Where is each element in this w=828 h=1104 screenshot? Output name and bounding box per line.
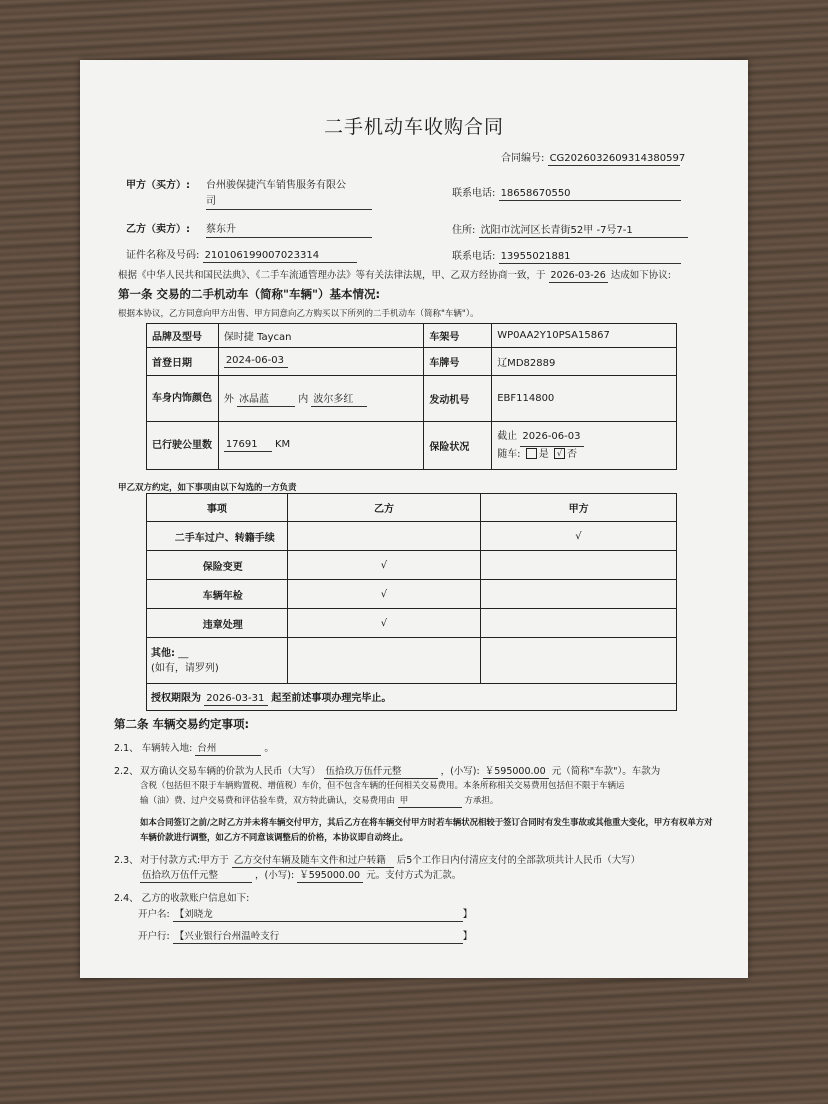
resp-other-note: (如有，请罗列) — [151, 662, 219, 674]
resp-insurance-a — [481, 551, 677, 580]
int-prefix: 内 — [298, 394, 309, 405]
s22-line2: 含税（包括但不限于车辆购置税、增值税）车价，但不包含车辆的任何相关交易费用。本条所称相关交易费用包括但不限于车辆运 — [140, 781, 625, 791]
s22-payer: 甲 — [398, 794, 462, 808]
law-text-post: 达成如下协议: — [610, 270, 671, 281]
s21-end: 。 — [264, 743, 274, 754]
party-b-name: 蔡东升 — [206, 220, 372, 238]
address: 沈阳市沈河区长青街52甲 -7号7-1 — [479, 221, 688, 238]
contract-no-label: 合同编号: — [501, 153, 545, 164]
color-label: 车身内饰颜色 — [147, 376, 219, 422]
s22-amount-cn: 伍拾玖万伍仟元整 — [324, 763, 438, 779]
insurance-date: 2026-06-03 — [520, 429, 584, 447]
insurance-until — [497, 429, 671, 447]
party-a-phone-label: 联系电话: — [452, 188, 496, 199]
s23-no: 2.3、 — [114, 855, 139, 866]
engine-label: 发动机号 — [424, 376, 492, 422]
reg-date-value: 2024-06-03 — [224, 355, 288, 368]
s23-amount: ￥595000.00 — [297, 867, 363, 883]
engine-value: EBF114800 — [492, 376, 677, 422]
law-date: 2026-03-26 — [550, 270, 606, 281]
party-b-label: 乙方（卖方）: — [126, 224, 190, 235]
vehicle-info-table — [146, 323, 677, 470]
resp-insurance-b: √ — [287, 551, 480, 580]
s23-cond: 乙方交付车辆及随车文件和过户转籍 — [232, 852, 394, 868]
s22-line3-pre: 输（油）费、过户交易费和评估验车费，双方特此确认，交易费用由 — [140, 796, 396, 806]
account-name-bracket-close: 】 — [462, 909, 473, 920]
law-text — [118, 267, 671, 283]
id-label: 证件名称及号码: — [126, 250, 200, 261]
article1-title: 第一条 交易的二手机动车（简称"车辆"）基本情况: — [118, 287, 381, 301]
s22-amount: ￥595000.00 — [483, 763, 549, 779]
resp-inspection-a — [481, 580, 677, 609]
vin-label: 车架号 — [424, 324, 492, 348]
resp-transfer-a: √ — [481, 522, 677, 551]
party-b-phone-row — [452, 247, 681, 264]
account-name-label: 开户名: — [138, 909, 170, 920]
s22-line3-post: 方承担。 — [464, 796, 499, 806]
s22-no: 2.2、 — [114, 766, 139, 777]
yes-label: 是 — [538, 448, 549, 460]
insurance-cell — [492, 422, 677, 470]
address-row — [452, 221, 688, 238]
resp-header-b: 乙方 — [287, 494, 480, 522]
bank-bracket-close: 】 — [462, 931, 473, 942]
resp-other-b — [287, 638, 480, 684]
contract-paper — [80, 60, 748, 978]
resp-item-transfer: 二手车过户、转籍手续 — [147, 522, 288, 551]
account-name-bracket-open: 【 — [174, 909, 185, 920]
mileage-cell — [218, 422, 424, 470]
resp-other-cell — [147, 638, 288, 684]
mileage-value: 17691 — [224, 439, 272, 452]
brand-value: 保时捷 Taycan — [218, 324, 424, 348]
law-text-pre: 根据《中华人民共和国民法典》、《二手车流通管理办法》等有关法律法规，甲、乙双方经协商一致，于 — [118, 270, 546, 281]
s24-row — [114, 890, 249, 904]
with-car-label: 随车: — [497, 448, 521, 460]
insurance-label: 保险状况 — [424, 422, 492, 470]
color-cell — [218, 376, 424, 422]
s22-b: ，(小写): — [440, 766, 480, 777]
yes-checkbox[interactable] — [526, 448, 537, 459]
party-b-phone: 13955021881 — [499, 251, 681, 264]
resp-other-a — [481, 638, 677, 684]
deadline-date: 2026-03-31 — [204, 693, 268, 706]
resp-table — [146, 493, 677, 711]
resp-violation-a — [481, 609, 677, 638]
id-no: 210106199007023314 — [203, 250, 357, 263]
mileage-unit: KM — [275, 439, 291, 450]
s23-b: 后5个工作日内付清应支付的全部款项共计人民币（大写） — [396, 855, 641, 866]
reg-date-label: 首登日期 — [147, 348, 219, 376]
s21-value: 台州 — [195, 740, 261, 756]
party-a-phone-row — [452, 184, 681, 201]
s21-no: 2.1、 — [114, 743, 139, 754]
deadline-post: 起至前述事项办理完毕止。 — [271, 692, 392, 704]
s23-line1 — [140, 852, 640, 868]
mileage-label: 已行驶公里数 — [147, 422, 219, 470]
plate-label: 车牌号 — [424, 348, 492, 376]
int-color: 波尔多红 — [311, 390, 367, 407]
bank-field — [173, 928, 463, 944]
article1-intro: 根据本协议，乙方同意向甲方出售、甲方同意向乙方购买以下所列的二手机动车（简称"车辆"）。 — [118, 309, 479, 319]
s24-no: 2.4、 — [114, 893, 139, 904]
s23-amount-cn: 伍拾玖万伍仟元整 — [140, 867, 252, 883]
contract-no: CG2026032609314380597 — [549, 153, 686, 164]
with-car-row — [497, 447, 671, 463]
s22-line3 — [140, 794, 498, 808]
bank-bracket-open: 【 — [174, 931, 185, 942]
s21-row — [114, 740, 274, 756]
resp-item-violation: 违章处理 — [147, 609, 288, 638]
insurance-prefix: 截止 — [497, 430, 518, 442]
resp-other-row — [151, 646, 287, 661]
resp-other-value: __ — [178, 647, 189, 659]
vin-value: WP0AA2Y10PSA15867 — [492, 324, 677, 348]
bold-para: 如本合同签订之前/之时乙方并未将车辆交付甲方，其后乙方在将车辆交付甲方时若车辆状况相较于签订合同时有发生事故或其他重大变化，甲方有权单方对车辆价款进行调整，如乙方不同意该调整后的价格，本协议即自动终止。 — [140, 817, 713, 842]
party-a-label: 甲方（买方）: — [126, 180, 190, 191]
account-name-field — [173, 906, 463, 922]
resp-item-inspection: 车辆年检 — [147, 580, 288, 609]
id-row — [126, 246, 357, 263]
account-name-row — [138, 906, 472, 922]
s22-a: 双方确认交易车辆的价款为人民币（大写） — [140, 766, 321, 777]
no-checkbox[interactable]: √ — [554, 448, 565, 459]
party-a-name-line1: 台州骏保捷汽车销售服务有限公 — [206, 180, 346, 191]
resp-transfer-b — [287, 522, 480, 551]
page-title: 二手机动车收购合同 — [323, 116, 504, 138]
address-label: 住所: — [452, 225, 476, 236]
s23-d: 元。支付方式为汇款。 — [366, 870, 462, 881]
resp-deadline-cell — [147, 684, 677, 711]
no-label: 否 — [566, 448, 577, 460]
resp-item-insurance: 保险变更 — [147, 551, 288, 580]
resp-intro: 甲乙双方约定，如下事项由以下勾选的一方负责 — [118, 483, 297, 493]
resp-header-item: 事项 — [147, 494, 288, 522]
bank: 兴业银行台州温岭支行 — [184, 931, 280, 942]
resp-other-label: 其他: — [151, 647, 175, 659]
reg-date-cell — [218, 348, 424, 376]
brand-label: 品牌及型号 — [147, 324, 219, 348]
party-b-phone-label: 联系电话: — [452, 251, 496, 262]
s23-line2 — [140, 867, 461, 883]
resp-violation-b: √ — [287, 609, 480, 638]
ext-color: 冰晶蓝 — [237, 390, 295, 407]
deadline-label: 授权期限为 — [151, 692, 201, 704]
account-name: 刘晓龙 — [184, 909, 213, 920]
resp-inspection-b: √ — [287, 580, 480, 609]
plate-value: 辽MD82889 — [492, 348, 677, 376]
article2-title: 第二条 车辆交易约定事项: — [114, 717, 250, 731]
s24-text: 乙方的收款账户信息如下: — [141, 893, 250, 904]
party-a-phone: 18658670550 — [499, 188, 681, 201]
ext-prefix: 外 — [223, 394, 234, 405]
s23-c: ，(小写): — [255, 870, 295, 881]
s22-c: 元（简称"车款"）。车款为 — [551, 766, 661, 777]
bank-label: 开户行: — [138, 931, 170, 942]
s22-line1 — [140, 763, 660, 779]
s23-a: 对于付款方式:甲方于 — [140, 855, 229, 866]
resp-header-a: 甲方 — [481, 494, 677, 522]
contract-no-row — [501, 149, 686, 166]
party-a-name-line2: 司 — [206, 192, 372, 210]
bank-row — [138, 928, 472, 944]
s21-text: 车辆转入地: — [141, 743, 193, 754]
